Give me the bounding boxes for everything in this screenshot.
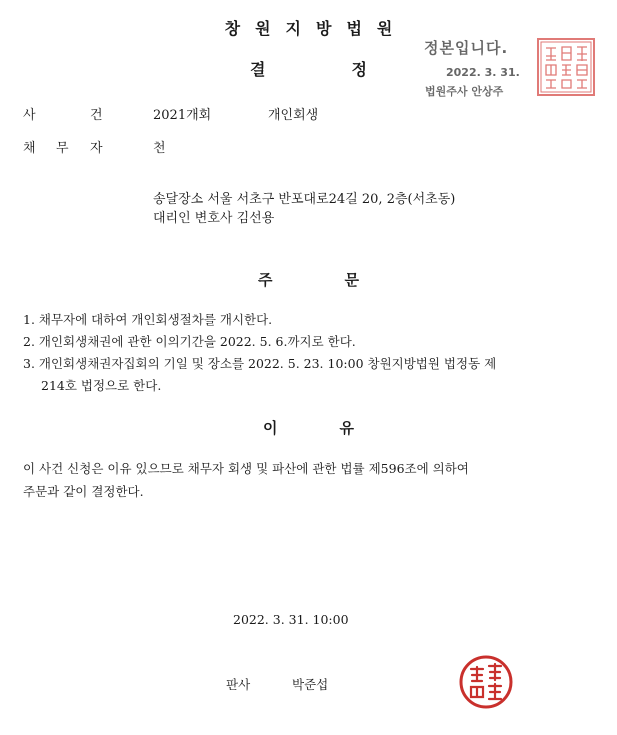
case-name: 개인회생: [268, 108, 319, 123]
reason-heading-right: 유: [339, 419, 354, 437]
reason-text-line-1: 이 사건 신청은 이유 있으므로 채무자 회생 및 파산에 관한 법률 제596조에 의하여: [23, 461, 469, 476]
reason-text-line-2: 주문과 같이 결정한다.: [23, 484, 144, 499]
document-title-left: 결: [250, 60, 266, 79]
judge-seal: [459, 655, 513, 709]
debtor-name: 천: [153, 141, 166, 156]
document-title: [0, 57, 617, 80]
order-item: 2. 개인회생채권에 관한 이의기간을 2022. 5. 6.까지로 한다.: [23, 334, 356, 349]
debtor-label-3: 자: [90, 141, 103, 156]
judge-name: 박준섭: [292, 677, 329, 692]
judge-title: 판사: [226, 677, 251, 692]
reason-heading: [0, 417, 617, 438]
certification-clerk: 법원주사 안상주: [425, 85, 504, 98]
case-number: 2021개회: [153, 108, 212, 123]
court-clerk-seal: [537, 38, 595, 96]
document-title-right: 정: [351, 60, 367, 79]
agent-name: 대리인 변호사 김선용: [153, 211, 275, 226]
certification-date: 2022. 3. 31.: [446, 66, 520, 79]
reason-heading-left: 이: [263, 419, 278, 437]
case-label-1: 사: [23, 108, 36, 123]
certification-text: 정본입니다.: [424, 39, 509, 57]
delivery-address: 송달장소 서울 서초구 반포대로24길 20, 2층(서초동): [153, 192, 456, 207]
order-item: 1. 채무자에 대하여 개인회생절차를 개시한다.: [23, 312, 273, 327]
court-name: 창원지방법원: [224, 19, 408, 38]
order-heading-left: 주: [258, 271, 273, 289]
order-heading: [0, 269, 617, 290]
debtor-label-2: 무: [56, 141, 69, 156]
order-item-continuation: 214호 법정으로 한다.: [41, 378, 162, 393]
debtor-label-1: 채: [23, 141, 36, 156]
order-item: 3. 개인회생채권자집회의 기일 및 장소를 2022. 5. 23. 10:00 창원지방법원 법정동 제: [23, 356, 497, 371]
decision-datetime: 2022. 3. 31. 10:00: [233, 612, 349, 627]
case-label-2: 건: [90, 108, 103, 123]
order-heading-right: 문: [344, 271, 359, 289]
